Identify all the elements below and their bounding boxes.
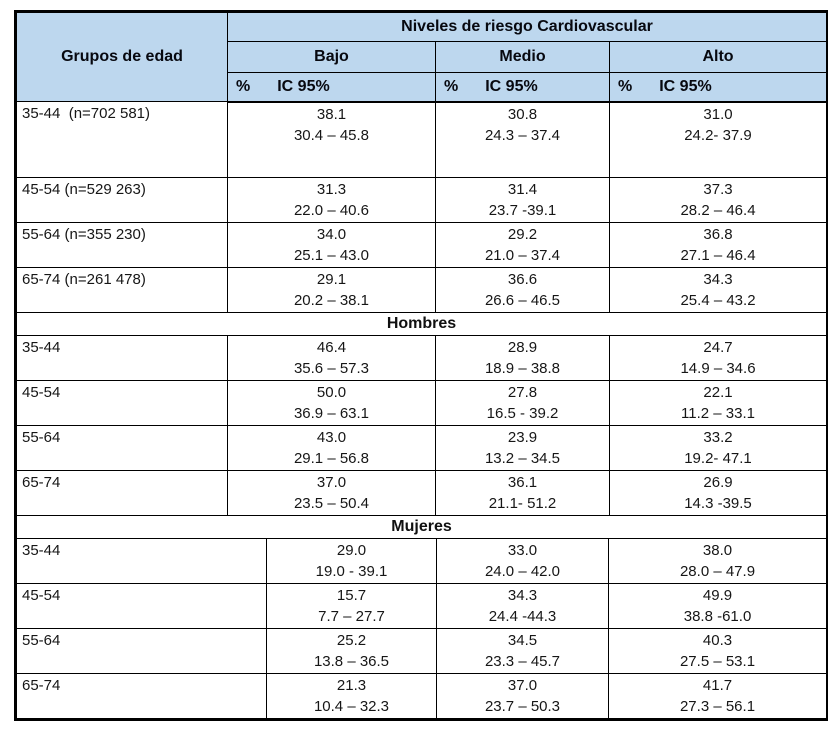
percent-value: 36.6 — [507, 271, 538, 288]
value-cell — [437, 674, 609, 719]
section-header-row — [17, 516, 827, 539]
value-cell — [437, 629, 609, 674]
age-group-cell: 65-74 — [17, 471, 228, 516]
value-cell — [609, 539, 827, 584]
ci-value: 27.3 – 56.1 — [679, 698, 756, 715]
ci-value: 19.0 - 39.1 — [315, 563, 388, 580]
value-cell — [436, 426, 610, 471]
percent-value: 38.1 — [316, 105, 347, 123]
measure-header-bajo — [228, 73, 436, 102]
percent-value: 34.3 — [703, 271, 733, 288]
value-cell — [228, 223, 436, 268]
level-header-bajo: Bajo — [228, 42, 436, 73]
value-cell — [228, 268, 436, 313]
ci-value: 22.0 – 40.6 — [293, 202, 370, 219]
age-group-cell: 35-44 — [17, 336, 228, 381]
percent-value: 27.8 — [507, 384, 538, 401]
level-header-alto: Alto — [610, 42, 827, 73]
table-row — [17, 674, 827, 719]
ci-value: 23.5 – 50.4 — [293, 495, 370, 512]
value-cell — [610, 426, 827, 471]
ci-value: 24.0 – 42.0 — [484, 563, 561, 580]
value-cell — [436, 178, 610, 223]
ci-value: 14.9 – 34.6 — [680, 360, 756, 377]
measure-header-medio — [436, 73, 610, 102]
value-cell — [228, 336, 436, 381]
percent-label: % — [618, 77, 633, 95]
ci-value: 14.3 -39.5 — [684, 495, 752, 512]
value-cell — [436, 336, 610, 381]
ci-value: 35.6 – 57.3 — [293, 360, 370, 377]
percent-value: 31.0 — [703, 105, 733, 123]
percent-value: 37.0 — [316, 474, 347, 491]
value-cell — [267, 584, 437, 629]
value-cell — [436, 381, 610, 426]
header-row-main — [17, 13, 827, 42]
percent-value: 31.3 — [316, 181, 347, 198]
ci-value: 36.9 – 63.1 — [293, 405, 370, 422]
value-cell — [610, 102, 827, 178]
ci-value: 13.2 – 34.5 — [484, 450, 561, 467]
percent-value: 40.3 — [702, 632, 733, 649]
section-title: Mujeres — [17, 516, 827, 539]
cardio-risk-table — [14, 10, 828, 721]
percent-value: 49.9 — [702, 587, 733, 604]
percent-value: 21.3 — [336, 677, 367, 694]
table-row — [17, 584, 827, 629]
ci-label: IC 95% — [277, 77, 330, 95]
ci-value: 24.2- 37.9 — [684, 126, 752, 144]
table-row — [17, 426, 827, 471]
percent-value: 33.0 — [507, 542, 538, 559]
age-group-cell: 45-54 — [17, 381, 228, 426]
ci-value: 25.4 – 43.2 — [680, 292, 756, 309]
ci-value: 38.8 -61.0 — [683, 608, 752, 625]
upper-table — [16, 12, 827, 516]
ci-value: 28.0 – 47.9 — [679, 563, 756, 580]
ci-label: IC 95% — [659, 77, 712, 95]
percent-value: 34.3 — [507, 587, 538, 604]
percent-value: 31.4 — [507, 181, 538, 198]
table-row — [17, 178, 827, 223]
value-cell — [610, 178, 827, 223]
ci-value: 23.7 – 50.3 — [484, 698, 561, 715]
value-cell — [228, 426, 436, 471]
ci-value: 26.6 – 46.5 — [484, 292, 561, 309]
percent-value: 50.0 — [316, 384, 347, 401]
table-row — [17, 539, 827, 584]
age-group-cell: 55-64 (n=355 230) — [17, 223, 228, 268]
value-cell — [436, 471, 610, 516]
ci-value: 20.2 – 38.1 — [293, 292, 370, 309]
percent-value: 24.7 — [703, 339, 733, 356]
value-cell — [228, 178, 436, 223]
percent-value: 43.0 — [316, 429, 347, 446]
table-row — [17, 336, 827, 381]
ci-value: 7.7 – 27.7 — [318, 608, 385, 625]
value-cell — [610, 471, 827, 516]
percent-value: 29.2 — [507, 226, 538, 243]
table-header — [17, 13, 827, 102]
percent-value: 34.0 — [316, 226, 347, 243]
percent-value: 25.2 — [336, 632, 367, 649]
percent-value: 22.1 — [703, 384, 733, 401]
ci-value: 16.5 - 39.2 — [486, 405, 559, 422]
value-cell — [610, 268, 827, 313]
ci-value: 24.4 -44.3 — [488, 608, 557, 625]
percent-value: 23.9 — [507, 429, 538, 446]
value-cell — [437, 539, 609, 584]
value-cell — [436, 223, 610, 268]
value-cell — [609, 584, 827, 629]
ci-value: 13.8 – 36.5 — [313, 653, 390, 670]
age-group-cell: 65-74 — [17, 674, 267, 719]
value-cell — [228, 471, 436, 516]
table-row — [17, 102, 827, 178]
table-row — [17, 268, 827, 313]
ci-value: 27.5 – 53.1 — [679, 653, 756, 670]
value-cell — [436, 268, 610, 313]
age-group-cell: 45-54 (n=529 263) — [17, 178, 228, 223]
age-group-cell: 65-74 (n=261 478) — [17, 268, 228, 313]
value-cell — [609, 629, 827, 674]
level-header-medio: Medio — [436, 42, 610, 73]
percent-label: % — [444, 77, 459, 95]
value-cell — [610, 336, 827, 381]
ci-value: 28.2 – 46.4 — [680, 202, 756, 219]
table-row — [17, 629, 827, 674]
percent-value: 46.4 — [316, 339, 347, 356]
value-cell — [437, 584, 609, 629]
table-row — [17, 471, 827, 516]
age-groups-header: Grupos de edad — [17, 13, 228, 102]
value-cell — [267, 539, 437, 584]
age-group-cell: 55-64 — [17, 629, 267, 674]
table-row — [17, 381, 827, 426]
ci-value: 21.0 – 37.4 — [484, 247, 561, 264]
mujeres-table — [16, 516, 827, 719]
percent-value: 29.1 — [316, 271, 347, 288]
ci-value: 23.3 – 45.7 — [484, 653, 561, 670]
percent-label: % — [236, 77, 251, 95]
percent-value: 33.2 — [703, 429, 733, 446]
percent-value: 37.3 — [703, 181, 733, 198]
age-group-cell: 45-54 — [17, 584, 267, 629]
age-group-cell: 55-64 — [17, 426, 228, 471]
ci-value: 23.7 -39.1 — [488, 202, 557, 219]
value-cell — [267, 674, 437, 719]
value-cell — [436, 102, 610, 178]
value-cell — [610, 381, 827, 426]
measure-header-alto — [610, 73, 827, 102]
section-header-row — [17, 313, 827, 336]
percent-value: 26.9 — [703, 474, 733, 491]
percent-value: 30.8 — [507, 105, 538, 123]
age-group-cell: 35-44 — [17, 539, 267, 584]
age-group-cell: 35-44 (n=702 581) — [17, 102, 228, 178]
percent-value: 36.1 — [507, 474, 538, 491]
value-cell — [228, 102, 436, 178]
ci-value: 24.3 – 37.4 — [484, 126, 561, 144]
ci-value: 29.1 – 56.8 — [293, 450, 370, 467]
percent-value: 41.7 — [702, 677, 733, 694]
value-cell — [228, 381, 436, 426]
ci-value: 25.1 – 43.0 — [293, 247, 370, 264]
percent-value: 28.9 — [507, 339, 538, 356]
percent-value: 15.7 — [336, 587, 367, 604]
ci-value: 11.2 – 33.1 — [681, 405, 755, 422]
percent-value: 37.0 — [507, 677, 538, 694]
value-cell — [609, 674, 827, 719]
risk-levels-header: Niveles de riesgo Cardiovascular — [228, 13, 827, 42]
ci-label: IC 95% — [485, 77, 538, 95]
ci-value: 27.1 – 46.4 — [680, 247, 756, 264]
ci-value: 10.4 – 32.3 — [313, 698, 390, 715]
percent-value: 34.5 — [507, 632, 538, 649]
percent-value: 36.8 — [703, 226, 733, 243]
ci-value: 21.1- 51.2 — [488, 495, 557, 512]
percent-value: 38.0 — [702, 542, 733, 559]
section-title: Hombres — [17, 313, 827, 336]
ci-value: 18.9 – 38.8 — [484, 360, 561, 377]
table-row — [17, 223, 827, 268]
ci-value: 19.2- 47.1 — [684, 450, 752, 467]
value-cell — [610, 223, 827, 268]
ci-value: 30.4 – 45.8 — [293, 126, 370, 144]
value-cell — [267, 629, 437, 674]
percent-value: 29.0 — [336, 542, 367, 559]
